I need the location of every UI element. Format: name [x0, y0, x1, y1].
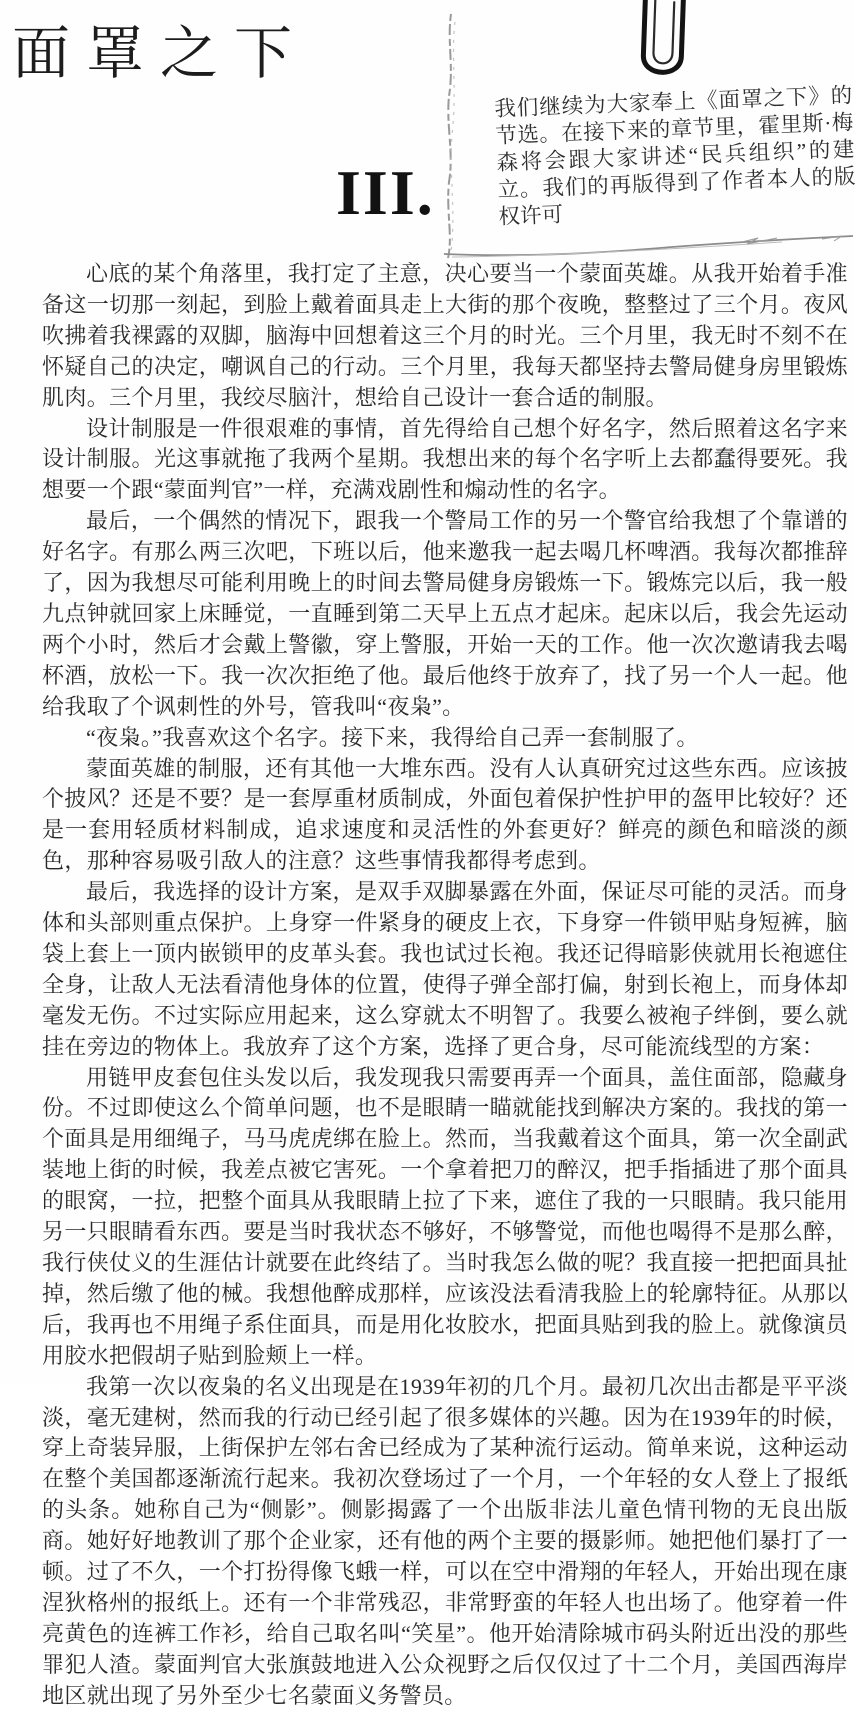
- paragraph: “夜枭。”我喜欢这个名字。接下来，我得给自己弄一套制服了。: [86, 724, 699, 750]
- torn-edge-left: [442, 14, 462, 258]
- paragraph: 最后，我选择的设计方案，是双手双脚暴露在外面，保证尽可能的灵活。而身体和头部则重点保护。上身穿一件紧身的硬皮上衣，下身穿一件锁甲贴身短裤，脑袋上套上一顶内嵌锁甲的皮革头套。我也试过长袍。我还记得暗影侠就用长袍遮住全身，让敌人无法看清他身体的位置，使得子弹全部打偏，射到长袍上，而身体却毫发无伤。不过实际应用起来，这么穿就太不明智了。我要么被袍子绊倒，要么就挂在旁边的物体上。我放弃了这个方案，选择了更合身，尽可能流线型的方案：: [42, 879, 848, 1059]
- article-body: [42, 259, 848, 1712]
- page-title: 面罩之下: [12, 21, 309, 86]
- paperclip-icon: [628, 0, 710, 94]
- paragraph: 用链甲皮套包住头发以后，我发现我只需要再弄一个面具，盖住面部，隐藏身份。不过即使这么个简单问题，也不是眼睛一瞄就能找到解决方案的。我找的第一个面具是用细绳子，马马虎虎绑在脸上。然而，当我戴着这个面具，第一次全副武装地上街的时候，我差点被它害死。一个拿着把刀的醉汉，把手指插进了那个面具的眼窝，一拉，把整个面具从我眼睛上拉了下来，遮住了我的一只眼睛。我只能用另一只眼睛看东西。要是当时我状态不够好，不够警觉，而他也喝得不是那么醉，我行侠仗义的生涯估计就要在此终结了。当时我怎么做的呢？我直接一把把面具扯掉，然后缴了他的械。我想他醉成那样，应该没法看清我脸上的轮廓特征。从那以后，我再也不用绳子系住面具，而是用化妆胶水，把面具贴到我的脸上。就像演员用胶水把假胡子贴到脸颊上一样。: [42, 1064, 848, 1368]
- editor-note-text: 我们继续为大家奉上《面罩之下》的节选。在接下来的章节里，霍里斯·梅森将会跟大家讲述“民兵组织”的建立。我们的再版得到了作者本人的版权许可: [494, 83, 856, 229]
- paragraph: 最后，一个偶然的情况下，跟我一个警局工作的另一个警官给我想了个靠谱的好名字。有那么两三次吧，下班以后，他来邀我一起去喝几杯啤酒。我每次都推辞了，因为我想尽可能利用晚上的时间去警局健身房锻炼一下。锻炼完以后，我一般九点钟就回家上床睡觉，一直睡到第二天早上五点才起床。起床以后，我会先运动两个小时，然后才会戴上警徽，穿上警服，开始一天的工作。他一次次邀请我去喝杯酒，放松一下。我一次次拒绝了他。最后他终于放弃了，找了另一个人一起。他给我取了个讽刺性的外号，管我叫“夜枭”。: [42, 508, 848, 719]
- section-heading: III.: [336, 157, 435, 228]
- torn-edge-bottom: [442, 232, 854, 260]
- paragraph: 心底的某个角落里，我打定了主意，决心要当一个蒙面英雄。从我开始着手准备这一切那一刻起，到脸上戴着面具走上大街的那个夜晚，整整过了三个月。夜风吹拂着我裸露的双脚，脑海中回想着这三个月的时光。三个月里，我无时不刻不在怀疑自己的决定，嘲讽自己的行动。三个月里，我每天都坚持去警局健身房里锻炼肌肉。三个月里，我绞尽脑汁，想给自己设计一套合适的制服。: [42, 261, 848, 410]
- editor-note: [442, 4, 854, 260]
- paragraph: 蒙面英雄的制服，还有其他一大堆东西。没有人认真研究过这些东西。应该披个披风？还是不要？是一套厚重材质制成，外面包着保护性护甲的盔甲比较好？还是一套用轻质材料制成，追求速度和灵活性的外套更好？鲜亮的颜色和暗淡的颜色，那种容易吸引敌人的注意？这些事情我都得考虑到。: [42, 755, 848, 874]
- paragraph: 设计制服是一件很艰难的事情，首先得给自己想个好名字，然后照着这名字来设计制服。光这事就拖了我两个星期。我想出来的每个名字听上去都蠢得要死。我想要一个跟“蒙面判官”一样，充满戏剧性和煽动性的名字。: [42, 415, 848, 503]
- paragraph: 我第一次以夜枭的名义出现是在1939年初的几个月。最初几次出击都是平平淡淡，毫无建树，然而我的行动已经引起了很多媒体的兴趣。因为在1939年的时候，穿上奇装异服，上街保护左邻右舍已经成为了某种流行运动。简单来说，这种运动在整个美国都逐渐流行起来。我初次登场过了一个月，一个年轻的女人登上了报纸的头条。她称自己为“侧影”。侧影揭露了一个出版非法儿童色情刊物的无良出版商。她好好地教训了那个企业家，还有他的两个主要的摄影师。她把他们暴打了一顿。过了不久，一个打扮得像飞蛾一样，可以在空中滑翔的年轻人，开始出现在康涅狄格州的报纸上。还有一个非常残忍，非常野蛮的年轻人也出场了。他穿着一件亮黄色的连裤工作衫，给自己取名叫“笑星”。他开始清除城市码头附近出没的那些罪犯人渣。蒙面判官大张旗鼓地进入公众视野之后仅仅过了十二个月，美国西海岸地区就出现了另外至少七名蒙面义务警员。: [42, 1373, 848, 1708]
